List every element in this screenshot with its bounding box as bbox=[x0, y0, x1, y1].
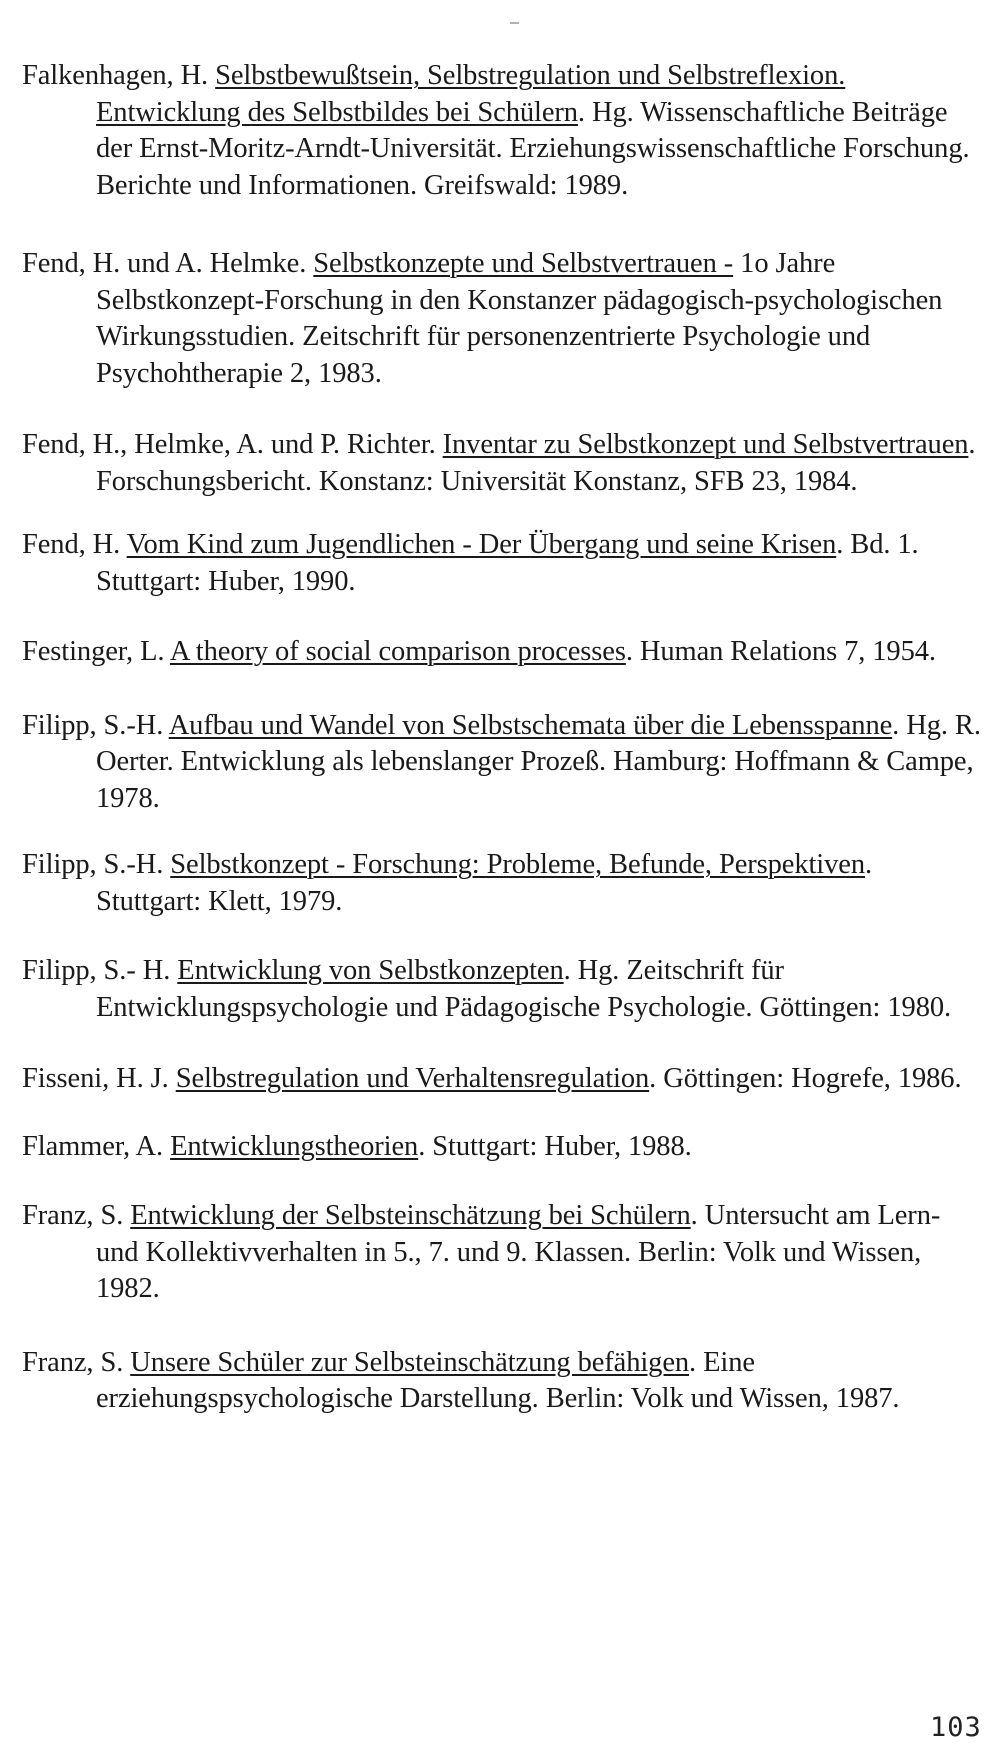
reference-title: Vom Kind zum Jugendlichen - Der Übergang und seine Krisen bbox=[126, 529, 837, 560]
reference-entry bbox=[22, 527, 982, 600]
reference-details: . Göttingen: Hogrefe, 1986. bbox=[649, 1063, 962, 1094]
reference-author: Fisseni, H. J. bbox=[22, 1063, 176, 1094]
reference-entry bbox=[22, 634, 982, 671]
reference-author: Filipp, S.-H. bbox=[22, 849, 171, 880]
reference-author: Franz, S. bbox=[22, 1200, 131, 1231]
reference-details: . Hg. R. Oerter. Entwicklung als lebenslanger Prozeß. Hamburg: Hoffmann & Campe, 1978. bbox=[96, 709, 981, 814]
reference-entry bbox=[22, 847, 982, 920]
reference-title: Selbstregulation und Verhaltensregulation bbox=[175, 1063, 650, 1094]
reference-details: . Bd. 1. Stuttgart: Huber, 1990. bbox=[96, 529, 919, 597]
reference-author: Festinger, L. bbox=[22, 636, 170, 667]
reference-title: Entwicklung von Selbstkonzepten bbox=[177, 955, 564, 986]
reference-title: Selbstkonzept - Forschung: Probleme, Befunde, Perspektiven bbox=[170, 849, 865, 880]
reference-title: Selbstbewußtsein, Selbstregulation und Selbstreflexion. Entwicklung des Selbstbildes bei Schülern bbox=[96, 60, 846, 128]
reference-details: . Stuttgart: Huber, 1988. bbox=[418, 1130, 692, 1162]
reference-entry bbox=[22, 246, 982, 392]
reference-entry bbox=[22, 1345, 982, 1418]
reference-title: Selbstkonzepte und Selbstvertrauen - bbox=[313, 248, 734, 279]
scan-mark bbox=[510, 22, 519, 24]
reference-title: Entwicklung der Selbsteinschätzung bei Schülern bbox=[130, 1200, 691, 1231]
reference-entry bbox=[22, 708, 982, 818]
reference-author: Flammer, A. bbox=[22, 1130, 171, 1162]
page-number: 103 bbox=[930, 1712, 982, 1743]
reference-author: Fend, H. bbox=[22, 529, 127, 560]
reference-details: . Untersucht am Lern- und Kollektivverhalten in 5., 7. und 9. Klassen. Berlin: Volk und Wissen, 1982. bbox=[96, 1200, 941, 1304]
reference-details: . Hg. Zeitschrift für Entwicklungspsychologie und Pädagogische Psychologie. Göttingen: 1980. bbox=[96, 955, 952, 1023]
reference-author: Fend, H. und A. Helmke. bbox=[22, 248, 314, 279]
reference-author: Franz, S. bbox=[22, 1346, 131, 1378]
reference-details: . Stuttgart: Klett, 1979. bbox=[96, 849, 873, 917]
reference-entry bbox=[22, 1198, 982, 1308]
reference-details: . Hg. Wissenschaftliche Beiträge der Ernst-Moritz-Arndt-Universität. Erziehungswissenschaftliche Forschung. Berichte und Informationen. Greifswald: 1989. bbox=[96, 96, 970, 201]
reference-entry bbox=[22, 58, 982, 204]
reference-entry bbox=[22, 953, 982, 1026]
reference-details: . Forschungsbericht. Konstanz: Universität Konstanz, SFB 23, 1984. bbox=[96, 429, 976, 497]
reference-title: Inventar zu Selbstkonzept und Selbstvertrauen bbox=[442, 429, 969, 460]
reference-title: Entwicklungstheorien bbox=[170, 1130, 419, 1162]
reference-details: . Eine erziehungspsychologische Darstellung. Berlin: Volk und Wissen, 1987. bbox=[96, 1346, 900, 1414]
reference-author: Fend, H., Helmke, A. und P. Richter. bbox=[22, 429, 443, 460]
reference-title: Aufbau und Wandel von Selbstschemata über die Lebensspanne bbox=[168, 709, 893, 741]
reference-title: Unsere Schüler zur Selbsteinschätzung befähigen bbox=[130, 1346, 690, 1378]
reference-entry bbox=[22, 1129, 982, 1166]
reference-entry bbox=[22, 1061, 982, 1098]
reference-author: Filipp, S.-H. bbox=[22, 709, 169, 741]
reference-list bbox=[22, 58, 982, 1451]
reference-title: A theory of social comparison processes bbox=[169, 636, 626, 667]
reference-author: Falkenhagen, H. bbox=[22, 60, 216, 91]
reference-author: Filipp, S.- H. bbox=[22, 955, 178, 986]
reference-entry bbox=[22, 427, 982, 500]
reference-details: . Human Relations 7, 1954. bbox=[625, 636, 936, 667]
reference-details: 1o Jahre Selbstkonzept-Forschung in den Konstanzer pädagogisch-psychologischen Wirkungsstudien. Zeitschrift für personenzentrierte Psychologie und Psychohtherapie 2, 1983. bbox=[96, 248, 943, 389]
